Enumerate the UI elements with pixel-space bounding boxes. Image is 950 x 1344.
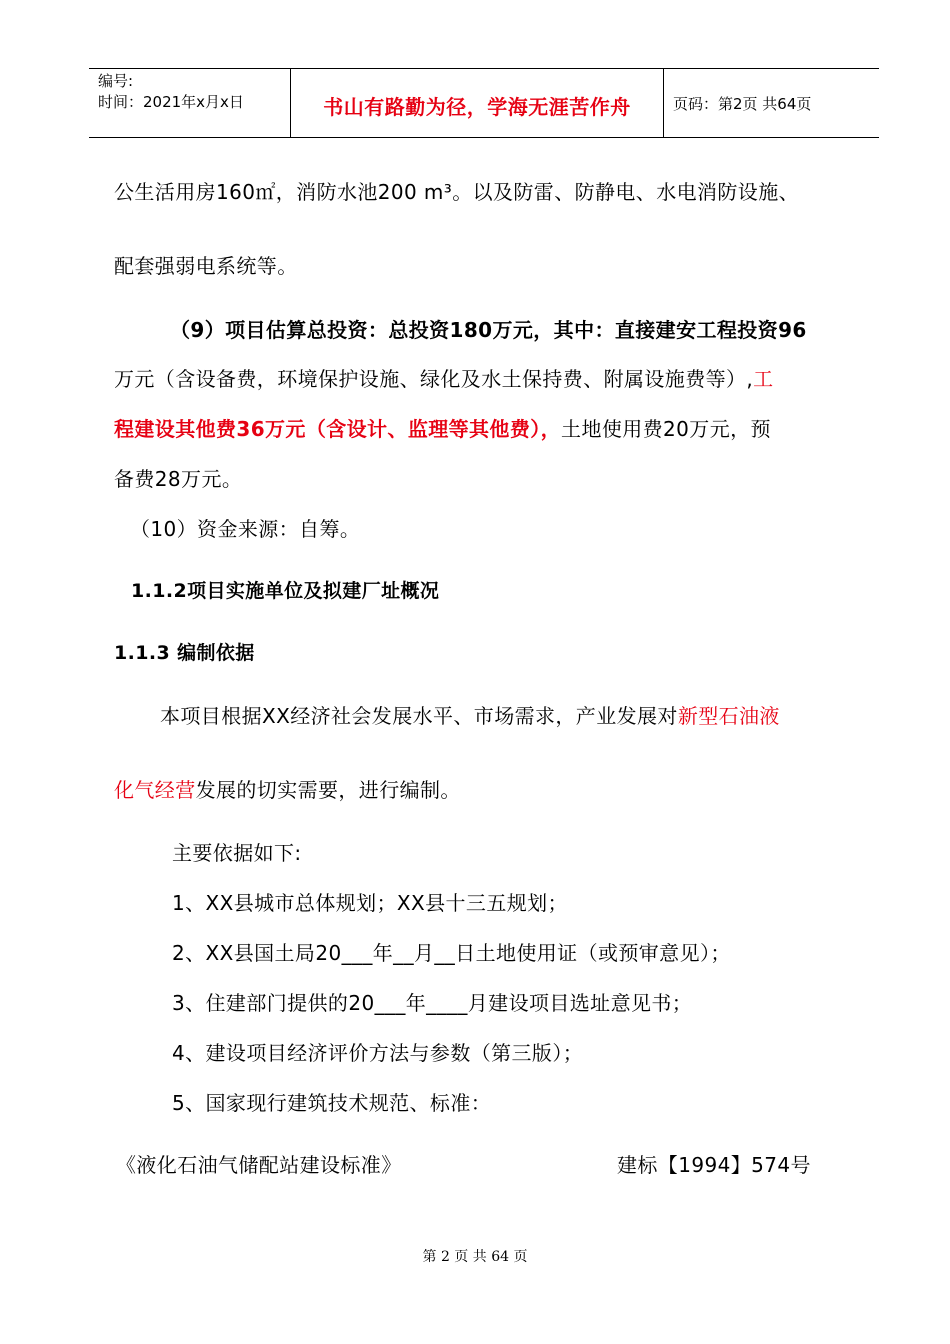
highlight-text: 新型石油液 <box>677 704 780 728</box>
paragraph-line <box>160 700 780 729</box>
paragraph-line: 公生活用房160㎡，消防水池200 m³。以及防雷、防静电、水电消防设施、 <box>114 180 800 204</box>
header-motto: 书山有路勤为径，学海无涯苦作舟 <box>323 95 631 119</box>
time-label: 时间：2021年x月x日 <box>98 93 244 111</box>
paragraph-line: 备费28万元。 <box>114 467 243 491</box>
text-segment: 发展的切实需要，进行编制。 <box>195 778 461 802</box>
text-segment: 万元（含设备费，环境保护设施、绿化及水土保持费、附属设施费等）, <box>114 367 754 391</box>
highlight-text: 化气经营 <box>114 778 196 802</box>
header-meta <box>98 71 244 113</box>
paragraph-line: 主要依据如下: <box>172 841 302 865</box>
standard-code: 建标【1994】574号 <box>617 1153 811 1177</box>
list-item: 5、国家现行建筑技术规范、标准： <box>172 1091 492 1115</box>
text-segment: 土地使用费20万元，预 <box>561 417 771 441</box>
paragraph-line <box>114 774 461 803</box>
paragraph-line <box>114 363 774 392</box>
paragraph-line: 配套强弱电系统等。 <box>114 254 298 278</box>
page-header <box>89 68 879 138</box>
list-item: 4、建设项目经济评价方法与参数（第三版）； <box>172 1041 584 1065</box>
list-item: 3、住建部门提供的20___年____月建设项目选址意见书； <box>172 991 693 1015</box>
highlight-text: 工 <box>753 367 774 391</box>
paragraph-line: （10）资金来源：自筹。 <box>130 517 361 541</box>
header-page-number: 页码：第2页 共64页 <box>673 95 812 113</box>
list-item: 1、XX县城市总体规划；XX县十三五规划； <box>172 891 568 915</box>
page-footer: 第 2 页 共 64 页 <box>422 1249 528 1265</box>
section-heading: 1.1.2项目实施单位及拟建厂址概况 <box>131 580 440 602</box>
list-item: 2、XX县国土局20___年__月__日土地使用证（或预审意见）； <box>172 941 731 965</box>
section-heading: 1.1.3 编制依据 <box>114 642 255 664</box>
text-segment: 本项目根据XX经济社会发展水平、市场需求，产业发展对 <box>160 704 678 728</box>
header-divider <box>663 69 664 137</box>
paragraph-line <box>114 413 771 442</box>
doc-number-label: 编号: <box>98 72 134 90</box>
highlight-text: 程建设其他费36万元（含设计、监理等其他费）， <box>114 417 562 441</box>
paragraph-line: （9）项目估算总投资：总投资180万元，其中：直接建安工程投资96 <box>170 318 807 342</box>
standard-name: 《液化石油气储配站建设标准》 <box>116 1153 402 1177</box>
